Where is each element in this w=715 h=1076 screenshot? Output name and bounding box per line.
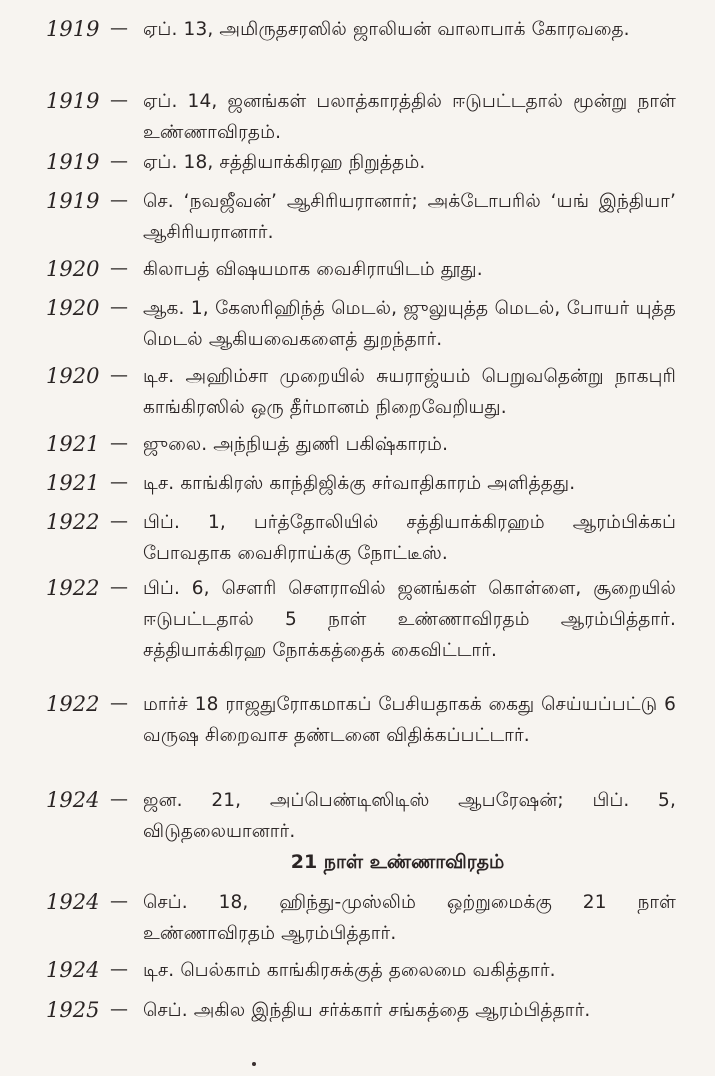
entry-year: 1925 [46, 998, 100, 1022]
page-dot-mark [252, 1062, 256, 1066]
entry-text: செ. ‘நவஜீவன்’ ஆசிரியரானார்; அக்டோபரில் ‘யங் இந்தியா’ ஆசிரியரானார். [143, 191, 676, 243]
section-heading [0, 847, 715, 877]
entry-text: ஜுலை. அந்நியத் துணி பகிஷ்காரம். [143, 434, 449, 455]
entry-year: 1919 [46, 150, 100, 174]
entry-dash: — [110, 959, 128, 980]
entry-year: 1919 [46, 89, 100, 113]
entry-dash: — [110, 433, 128, 454]
entry-year: 1924 [46, 788, 100, 812]
entry-year: 1922 [46, 576, 100, 600]
entry-text: செப். 18, ஹிந்து-முஸ்லிம் ஒற்றுமைக்கு 21 நாள் உண்ணாவிரதம் ஆரம்பித்தார். [143, 892, 676, 944]
entry-dash: — [110, 693, 128, 714]
entry-text: டிச. பெல்காம் காங்கிரசுக்குத் தலைமை வகித்தார். [143, 960, 556, 981]
entry-text: டிச. காங்கிரஸ் காந்திஜிக்கு சர்வாதிகாரம் அளித்தது. [143, 473, 576, 494]
entry-dash: — [110, 511, 128, 532]
entry-dash: — [110, 472, 128, 493]
entry-text: ஏப். 18, சத்தியாக்கிரஹ நிறுத்தம். [143, 152, 426, 173]
entry-dash: — [110, 891, 128, 912]
entry-text: டிச. அஹிம்சா முறையில் சுயராஜ்யம் பெறுவதென்று நாகபுரி காங்கிரஸில் ஒரு தீர்மானம் நிறைவேறியது. [143, 366, 676, 418]
entry-text: ஏப். 14, ஜனங்கள் பலாத்காரத்தில் ஈடுபட்டதால் மூன்று நாள் உண்ணாவிரதம். [143, 91, 676, 143]
entry-year: 1920 [46, 364, 100, 388]
entry-year: 1924 [46, 890, 100, 914]
entry-text: ஏப். 13, அமிருதசரஸில் ஜாலியன் வாலாபாக் கோரவதை. [143, 19, 630, 40]
entry-year: 1921 [46, 432, 100, 456]
entry-year: 1919 [46, 189, 100, 213]
entry-dash: — [110, 577, 128, 598]
entry-dash: — [110, 789, 128, 810]
entry-text: கிலாபத் விஷயமாக வைசிராயிடம் தூது. [143, 259, 483, 280]
entry-year: 1922 [46, 692, 100, 716]
entry-dash: — [110, 190, 128, 211]
entry-dash: — [110, 365, 128, 386]
entry-text: ஜன. 21, அப்பெண்டிஸிடிஸ் ஆபரேஷன்; பிப். 5, விடுதலையானார். [143, 790, 676, 842]
section-heading-text: 21 நாள் உண்ணாவிரதம் [290, 851, 505, 873]
entry-dash: — [110, 999, 128, 1020]
entry-dash: — [110, 151, 128, 172]
entry-text: பிப். 1, பர்த்தோலியில் சத்தியாக்கிரஹம் ஆரம்பிக்கப் போவதாக வைசிராய்க்கு நோட்டீஸ். [143, 512, 676, 564]
entry-year: 1924 [46, 958, 100, 982]
entry-text: பிப். 6, சௌரி சௌராவில் ஜனங்கள் கொள்ளை, சூறையில் ஈடுபட்டதால் 5 நாள் உண்ணாவிரதம் ஆரம்பித்தார். சத்தியாக்கிரஹ நோக்கத்தைக் கைவிட்டார். [143, 578, 676, 661]
entry-year: 1919 [46, 17, 100, 41]
entry-text: செப். அகில இந்திய சர்க்கார் சங்கத்தை ஆரம்பித்தார். [143, 1000, 591, 1021]
entry-year: 1920 [46, 296, 100, 320]
entry-text: ஆக. 1, கேஸரிஹிந்த் மெடல், ஜுலுயுத்த மெடல், போயர் யுத்த மெடல் ஆகியவைகளைத் துறந்தார். [143, 298, 676, 350]
entry-dash: — [110, 297, 128, 318]
entry-year: 1920 [46, 257, 100, 281]
entry-dash: — [110, 18, 128, 39]
entry-dash: — [110, 90, 128, 111]
entry-year: 1922 [46, 510, 100, 534]
entry-dash: — [110, 258, 128, 279]
entry-year: 1921 [46, 471, 100, 495]
entry-text: மார்ச் 18 ராஜதுரோகமாகப் பேசியதாகக் கைது செய்யப்பட்டு 6 வருஷ சிறைவாச தண்டனை விதிக்கப்பட்டார். [143, 694, 676, 746]
